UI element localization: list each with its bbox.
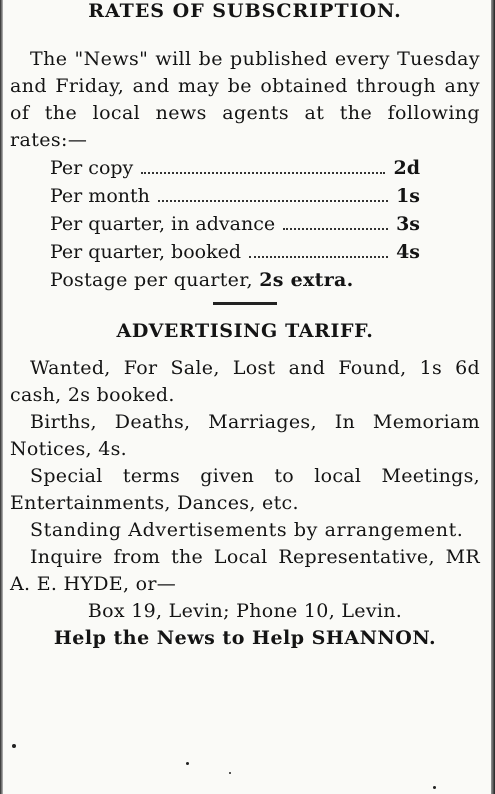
newspaper-column (10, 0, 480, 652)
ad-item-notices: Births, Deaths, Marriages, In Memoriam Notices, 4s. (10, 411, 480, 460)
dot-leader (249, 255, 388, 258)
ad-item-special-terms: Special terms given to local Meetings, Entertainments, Dances, etc. (10, 465, 480, 514)
rate-value: 3s (396, 213, 420, 235)
rate-label: Per quarter, in advance (50, 213, 276, 235)
scan-edge-left (0, 0, 3, 794)
contact-line: Box 19, Levin; Phone 10, Levin. (87, 600, 403, 622)
ad-item-wanted: Wanted, For Sale, Lost and Found, 1s 6d cash, 2s booked. (10, 357, 480, 406)
postage-extra: 2s extra. (259, 269, 354, 291)
rate-value: 4s (396, 241, 420, 263)
subscription-heading: RATES OF SUBSCRIPTION. (88, 0, 402, 22)
print-speck (433, 786, 436, 789)
advertising-heading: ADVERTISING TARIFF. (116, 320, 374, 342)
rate-label: Per quarter, booked (50, 241, 242, 263)
scan-edge-right (491, 0, 495, 794)
rate-label: Per copy (50, 157, 134, 179)
print-speck (229, 772, 231, 774)
postage-label: Postage per quarter, (50, 269, 253, 291)
subscription-intro: The "News" will be published every Tuesday and Friday, and may be obtained through any of the local news agents at the following rates:— (10, 48, 480, 151)
postage-line (10, 266, 480, 294)
rate-label: Per month (50, 185, 150, 207)
slogan-line: Help the News to Help SHANNON. (53, 627, 437, 649)
dot-leader (283, 227, 388, 230)
section-divider (213, 302, 277, 305)
rate-value: 2d (393, 157, 420, 179)
ad-item-inquire: Inquire from the Local Representative, MR A. E. HYDE, or— (10, 546, 480, 595)
rate-row-quarter-advance (10, 210, 480, 238)
print-speck (12, 744, 16, 748)
rate-row-month (10, 182, 480, 210)
rate-row-quarter-booked (10, 238, 480, 266)
print-speck (186, 762, 189, 765)
rate-row-copy (10, 154, 480, 182)
dot-leader (141, 171, 385, 174)
ad-item-standing: Standing Advertisements by arrangement. (30, 519, 464, 541)
rates-list (10, 154, 480, 266)
dot-leader (158, 199, 388, 202)
rate-value: 1s (396, 185, 420, 207)
